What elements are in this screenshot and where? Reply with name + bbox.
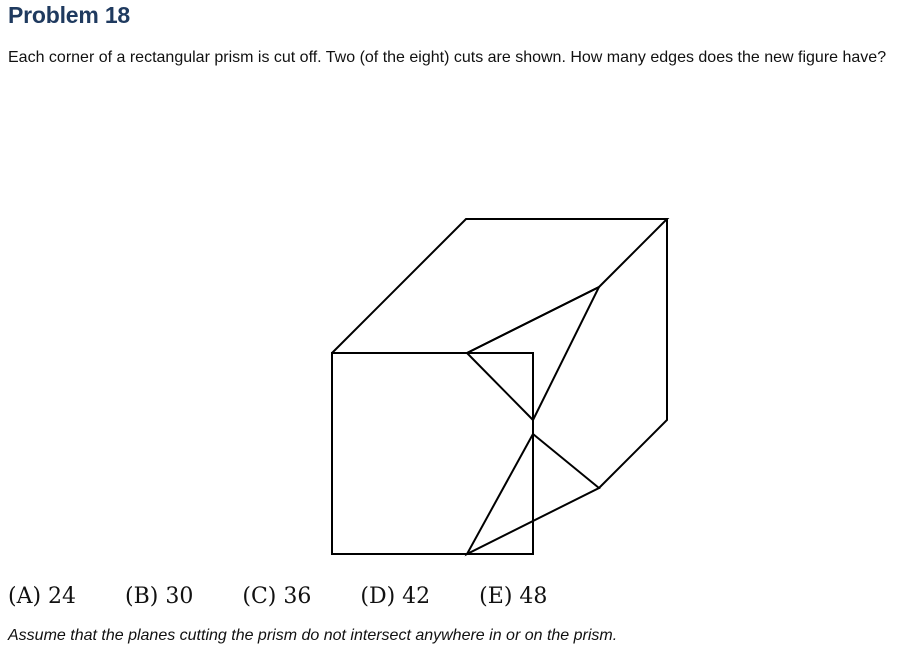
problem-statement: Each corner of a rectangular prism is cut off. Two (of the eight) cuts are shown. How many edges does the new figure have? [8,49,887,66]
lower-cut-triangle [467,434,599,554]
right-face-outline [599,219,667,488]
choice-c[interactable]: (C) 36 [242,584,312,609]
choice-b[interactable]: (B) 30 [125,584,194,609]
problem-title: Problem 18 [8,2,130,28]
assumption-note: Assume that the planes cutting the prism do not intersect anywhere in or on the prism. [8,627,618,644]
choice-e[interactable]: (E) 48 [479,584,548,609]
top-face-outline [332,219,667,353]
lower-cut-edges [467,434,533,554]
front-face-outline [332,353,467,554]
choice-a[interactable]: (A) 24 [8,584,77,609]
upper-cut-edges [467,353,533,420]
answer-choices [8,584,589,609]
choice-d[interactable]: (D) 42 [360,584,431,609]
upper-cut-triangle [467,287,599,420]
